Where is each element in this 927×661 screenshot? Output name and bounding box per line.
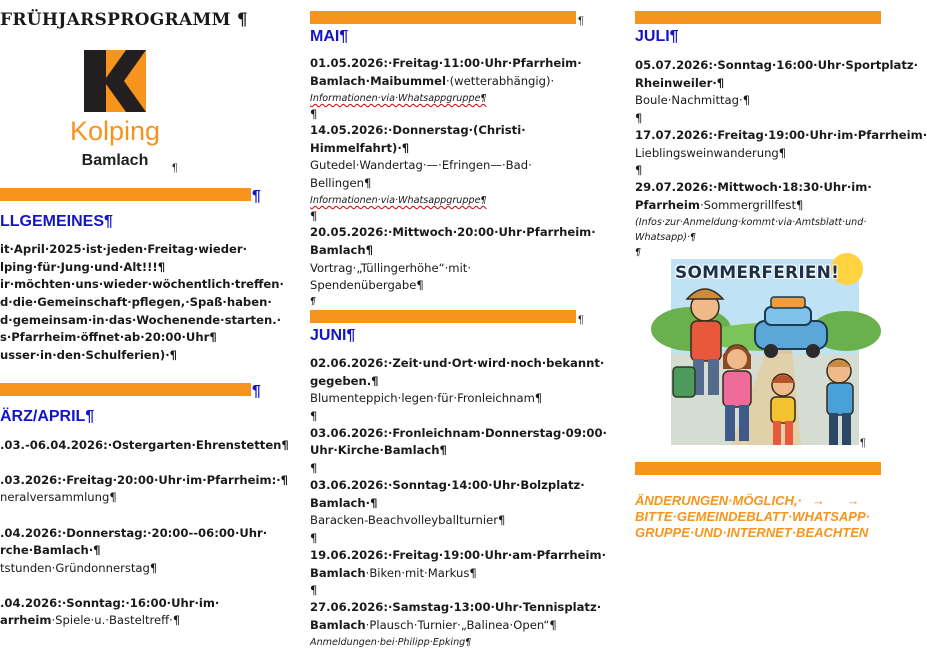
kolping-logo	[56, 50, 176, 175]
event-line: 19.06.2026:·Freitag·19:00·Uhr·am·Pfarrheim·	[310, 548, 606, 562]
sommerferien-illustration	[671, 259, 859, 445]
event-line: 14.05.2026:·Donnerstag·(Christi·	[310, 123, 526, 137]
event-line	[310, 617, 557, 635]
section-bar	[635, 462, 881, 475]
event-line: 20.05.2026:·Mittwoch·20:00·Uhr·Pfarrheim·	[310, 225, 596, 239]
event-line: rche·Bamlach·¶	[0, 543, 101, 557]
event-text: ·Sommergrillfest¶	[699, 198, 804, 212]
info-line: Whatsapp)·¶	[635, 232, 697, 243]
event-line: 27.06.2026:·Samstag·13:00·Uhr·Tennisplatz·	[310, 600, 602, 614]
info-line: Informationen·via·Whatsappgruppe¶	[310, 195, 487, 206]
section-bar	[310, 11, 576, 24]
event-place: Pfarrheim	[635, 198, 700, 212]
event-line	[0, 612, 180, 630]
pilcrow: ¶	[310, 583, 318, 597]
event-text: ·Biken·mit·Markus¶	[365, 566, 477, 580]
pilcrow: ¶	[172, 162, 178, 174]
event-line: .04.2026:·Sonntag:·16:00·Uhr·im·	[0, 596, 220, 610]
event-line: .04.2026:·Donnerstag:·20:00--06:00·Uhr·	[0, 526, 268, 540]
event-text: ·Plausch·Turnier·„Balinea·Open“¶	[365, 618, 557, 632]
event-line: tstunden·Gründonnerstag¶	[0, 561, 158, 575]
allgemeines-line: it·April·2025·ist·jeden·Freitag·wieder·	[0, 242, 248, 256]
heading-juni: JUNI¶	[310, 327, 356, 344]
pilcrow: ¶	[635, 163, 643, 177]
heading-allgemeines: LLGEMEINES¶	[0, 213, 113, 230]
allgemeines-line: lping·für·Jung·und·Alt!!!¶	[0, 260, 166, 274]
logo-brand: Kolping	[69, 116, 161, 146]
pilcrow: ¶	[310, 107, 318, 121]
allgemeines-line: s·Pfarrheim·öffnet·ab·20:00·Uhr¶	[0, 330, 217, 344]
bar-pilcrow: ¶	[578, 15, 584, 27]
title: FRÜHJARSPROGRAMM ¶	[0, 10, 249, 30]
event-line: neralversammlung¶	[0, 490, 117, 504]
pilcrow: ¶	[310, 209, 318, 223]
event-line: Blumenteppich·legen·für·Fronleichnam¶	[310, 391, 543, 405]
event-place: Bamlach	[310, 566, 366, 580]
notice-line	[635, 493, 860, 509]
pilcrow: ¶	[635, 111, 643, 125]
event-line: 17.07.2026:·Freitag·19:00·Uhr·im·Pfarrheim·	[635, 128, 927, 142]
event-line	[310, 73, 554, 91]
event-line: Spendenübergabe¶	[310, 278, 424, 292]
event-line: Bamlach¶	[310, 243, 374, 257]
event-line: Gutedel·Wandertag·—·Efringen—·Bad·	[310, 158, 532, 172]
section-bar	[635, 11, 881, 24]
allgemeines-line: d·gemeinsam·in·das·Wochenende·starten.·	[0, 313, 282, 327]
bar-pilcrow: ¶	[252, 383, 261, 400]
bar-pilcrow: ¶	[578, 314, 584, 326]
event-line	[310, 565, 477, 583]
event-line: Uhr·Kirche·Bamlach¶	[310, 443, 447, 457]
event-line	[635, 197, 803, 215]
heading-mai: MAI¶	[310, 28, 349, 45]
section-bar	[0, 383, 251, 396]
event-line: .03.-06.04.2026:·Ostergarten·Ehrenstetten¶	[0, 438, 289, 452]
allgemeines-line: d·die·Gemeinschaft·pflegen,·Spaß·haben·	[0, 295, 272, 309]
info-line: Informationen·via·Whatsappgruppe¶	[310, 93, 487, 104]
event-line: Lieblingsweinwanderung¶	[635, 146, 787, 160]
pilcrow: ¶	[310, 461, 318, 475]
event-line: 03.06.2026:·Fronleichnam·Donnerstag·09:00·	[310, 426, 607, 440]
pilcrow: ¶	[635, 247, 642, 258]
logo-sub: Bamlach	[81, 152, 149, 169]
event-line: Boule·Nachmittag·¶	[635, 93, 751, 107]
event-line: 03.06.2026:·Sonntag·14:00·Uhr·Bolzplatz·	[310, 478, 585, 492]
event-line: Baracken-Beachvolleyballturnier¶	[310, 513, 506, 527]
event-line: Bellingen¶	[310, 176, 372, 190]
event-place: Bamlach·Maibummel	[310, 74, 446, 88]
event-text: ·(wetterabhängig)·	[445, 74, 555, 88]
event-line: 29.07.2026:·Mittwoch·18:30·Uhr·im·	[635, 180, 872, 194]
notice-text: ÄNDERUNGEN·MÖGLICH,·	[635, 493, 802, 508]
heading-maerz-april: ÄRZ/APRIL¶	[0, 408, 95, 425]
info-line: (Infos·zur·Anmeldung·kommt·via·Amtsblatt·und·	[635, 217, 867, 228]
notice-line: BITTE·GEMEINDEBLATT·WHATSAPP·	[635, 509, 870, 524]
event-line: Vortrag·„Tüllingerhöhe“·mit·	[310, 261, 472, 275]
section-bar	[310, 310, 576, 323]
event-line: 01.05.2026:·Freitag·11:00·Uhr·Pfarrheim·	[310, 56, 582, 70]
arrow-icon: → →	[811, 493, 860, 508]
event-place: Bamlach	[310, 618, 366, 632]
event-text: ·Spiele·u.·Basteltreff·¶	[51, 613, 181, 627]
allgemeines-line: ir·möchten·uns·wieder·wöchentlich·treffen·	[0, 277, 284, 291]
event-line: gegeben.¶	[310, 374, 379, 388]
pilcrow: ¶	[310, 531, 318, 545]
event-line: 02.06.2026:·Zeit·und·Ort·wird·noch·bekannt·	[310, 356, 605, 370]
notice-line: GRUPPE·UND·INTERNET·BEACHTEN	[635, 525, 869, 540]
bar-pilcrow: ¶	[252, 188, 261, 205]
section-bar	[0, 188, 251, 201]
event-line: Rheinweiler·¶	[635, 76, 725, 90]
event-line: .03.2026:·Freitag·20:00·Uhr·im·Pfarrheim:·¶	[0, 473, 288, 487]
event-line: Bamlach·¶	[310, 496, 378, 510]
sommerferien-title: SOMMERFERIEN!	[675, 263, 840, 283]
event-line: 05.07.2026:·Sonntag·16:00·Uhr·Sportplatz·	[635, 58, 919, 72]
pilcrow: ¶	[310, 409, 318, 423]
event-place: arrheim	[0, 613, 52, 627]
info-line: Anmeldungen·bei·Philipp·Epking¶	[310, 637, 472, 648]
pilcrow: ¶	[310, 296, 317, 307]
kolping-k-icon	[84, 50, 146, 112]
sommerferien-image	[671, 259, 859, 445]
pilcrow: ¶	[860, 437, 866, 449]
event-line: Himmelfahrt)·¶	[310, 141, 410, 155]
allgemeines-line: usser·in·den·Schulferien)·¶	[0, 348, 177, 362]
heading-juli: JULI¶	[635, 28, 679, 45]
